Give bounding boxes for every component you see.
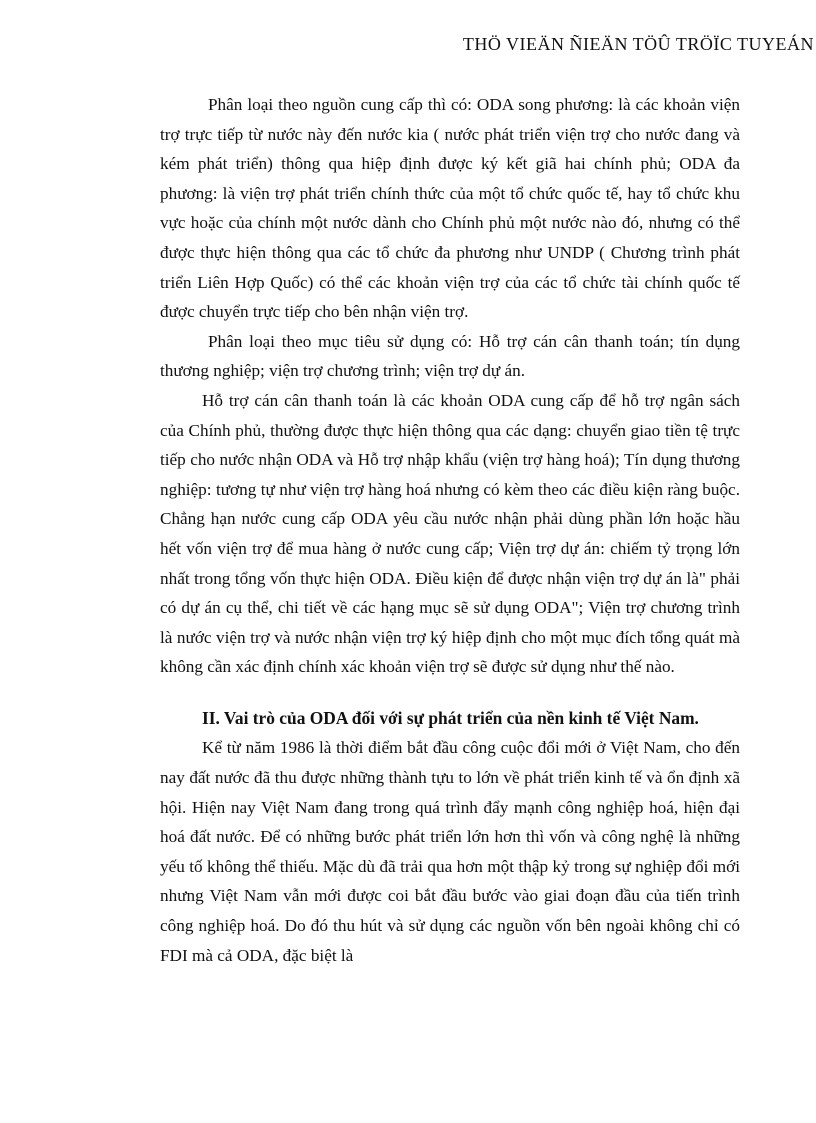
paragraph-oda-by-source: Phân loại theo nguồn cung cấp thì có: ODA song phương: là các khoản viện trợ trực tiếp từ nước này đến nước kia ( nước phát triển viện trợ cho nước đang và kém phát triển) thông qua hiệp định được ký kết giã hai chính phủ; ODA đa phương: là viện trợ phát triển chính thức của một tổ chức quốc tế, hay tổ chức khu vực hoặc của chính một nước dành cho Chính phủ một nước nào đó, nhưng có thể được thực hiện thông qua các tổ chức đa phương như UNDP ( Chương trình phát triển Liên Hợp Quốc) có thể các khoản viện trợ của các tổ chức tài chính quốc tế được chuyển trực tiếp cho bên nhận viện trợ. xyxy=(160,95,740,322)
document-body xyxy=(160,90,740,970)
running-header: THÖ VIEÄN ÑIEÄN TÖÛ TRÖÏC TUYEÁN xyxy=(462,34,814,54)
paragraph-doi-moi: Kể từ năm 1986 là thời điểm bắt đầu công cuộc đổi mới ở Việt Nam, cho đến nay đất nước đã thu được những thành tựu to lớn về phát triển kinh tế và ổn định xã hội. Hiện nay Việt Nam đang trong quá trình đẩy mạnh công nghiệp hoá, hiện đại hoá đất nước. Để có những bước phát triển lớn hơn thì vốn và công nghệ là những yếu tố không thể thiếu. Mặc dù đã trải qua hơn một thập kỷ trong sự nghiệp đổi mới nhưng Việt Nam vẫn mới được coi bắt đầu bước vào giai đoạn đầu của tiến trình công nghiệp hoá. Do đó thu hút và sử dụng các nguồn vốn bên ngoài không chỉ có FDI mà cả ODA, đặc biệt là xyxy=(160,738,740,965)
section-heading: II. Vai trò của ODA đối với sự phát triển của nền kinh tế Việt Nam. xyxy=(202,707,699,728)
paragraph-oda-by-purpose: Phân loại theo mục tiêu sử dụng có: Hỗ trợ cán cân thanh toán; tín dụng thương nghiệp; viện trợ chương trình; viện trợ dự án. xyxy=(160,331,740,381)
paragraph-oda-forms: Hỗ trợ cán cân thanh toán là các khoản ODA cung cấp để hỗ trợ ngân sách của Chính phủ, thường được thực hiện thông qua các dạng: chuyển giao tiền tệ trực tiếp cho nước nhận ODA và Hỗ trợ nhập khẩu (viện trợ hàng hoá); Tín dụng thương nghiệp: tương tự như viện trợ hàng hoá nhưng có kèm theo các điều kiện ràng buộc. Chẳng hạn nước cung cấp ODA yêu cầu nước nhận phải dùng phần lớn hoặc hầu hết vốn viện trợ để mua hàng ở nước cung cấp; Viện trợ dự án: chiếm tỷ trọng lớn nhất trong tổng vốn thực hiện ODA. Điều kiện để được nhận viện trợ dự án là" phải có dự án cụ thể, chi tiết về các hạng mục sẽ sử dụng ODA"; Viện trợ chương trình là nước viện trợ và nước nhận viện trợ ký hiệp định cho một mục đích tổng quát mà không cần xác định chính xác khoản viện trợ sẽ được sử dụng như thế nào. xyxy=(160,390,740,677)
